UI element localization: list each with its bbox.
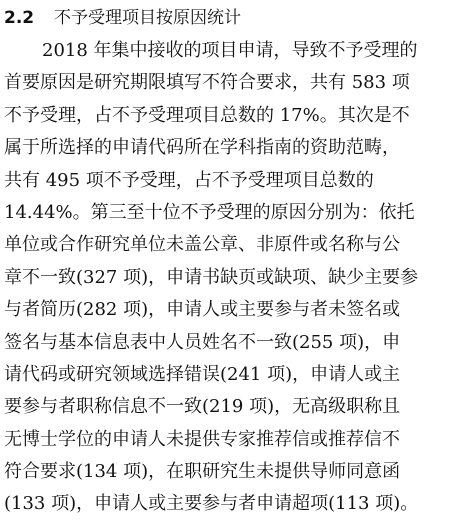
paragraph-line: (133 项)，申请人或主要参与者申请超项(113 项)。 (4, 493, 419, 515)
paragraph-line: 要参与者职称信息不一致(219 项)，无高级职称且 (4, 396, 401, 418)
paragraph-line: 14.44%。第三至十位不予受理的原因分别为：依托 (4, 201, 415, 223)
paragraph-line: 请代码或研究领域选择错误(241 项)，申请人或主 (4, 363, 401, 385)
paragraph-line: 不予受理，占不予受理项目总数的 17%。其次是不 (4, 104, 410, 126)
paragraph-line: 符合要求(134 项)，在职研究生未提供导师同意函 (4, 461, 401, 483)
section-number: 2.2 (4, 8, 35, 28)
paragraph-line: 签名与基本信息表中人员姓名不一致(255 项)，申 (4, 331, 401, 353)
paragraph-line: 首要原因是研究期限填写不符合要求，共有 583 项 (4, 72, 410, 94)
paragraph-line: 单位或合作研究单位未盖公章、非原件或名称与公 (4, 234, 400, 256)
section-heading (4, 2, 462, 35)
paragraph-line: 无博士学位的申请人未提供专家推荐信或推荐信不 (4, 428, 400, 450)
section-title: 不予受理项目按原因统计 (54, 8, 241, 28)
paragraph-line: 2018 年集中接收的项目申请，导致不予受理的 (42, 40, 418, 61)
paragraph-line: 与者简历(282 项)，申请人或主要参与者未签名或 (4, 299, 401, 321)
paragraph-line: 章不一致(327 项)，申请书缺页或缺项、缺少主要参 (4, 266, 419, 288)
paragraph-line: 共有 495 项不予受理，占不予受理项目总数的 (4, 169, 374, 191)
paragraph-line: 属于所选择的申请代码所在学科指南的资助范畴， (4, 137, 400, 159)
body-paragraph (4, 35, 462, 521)
